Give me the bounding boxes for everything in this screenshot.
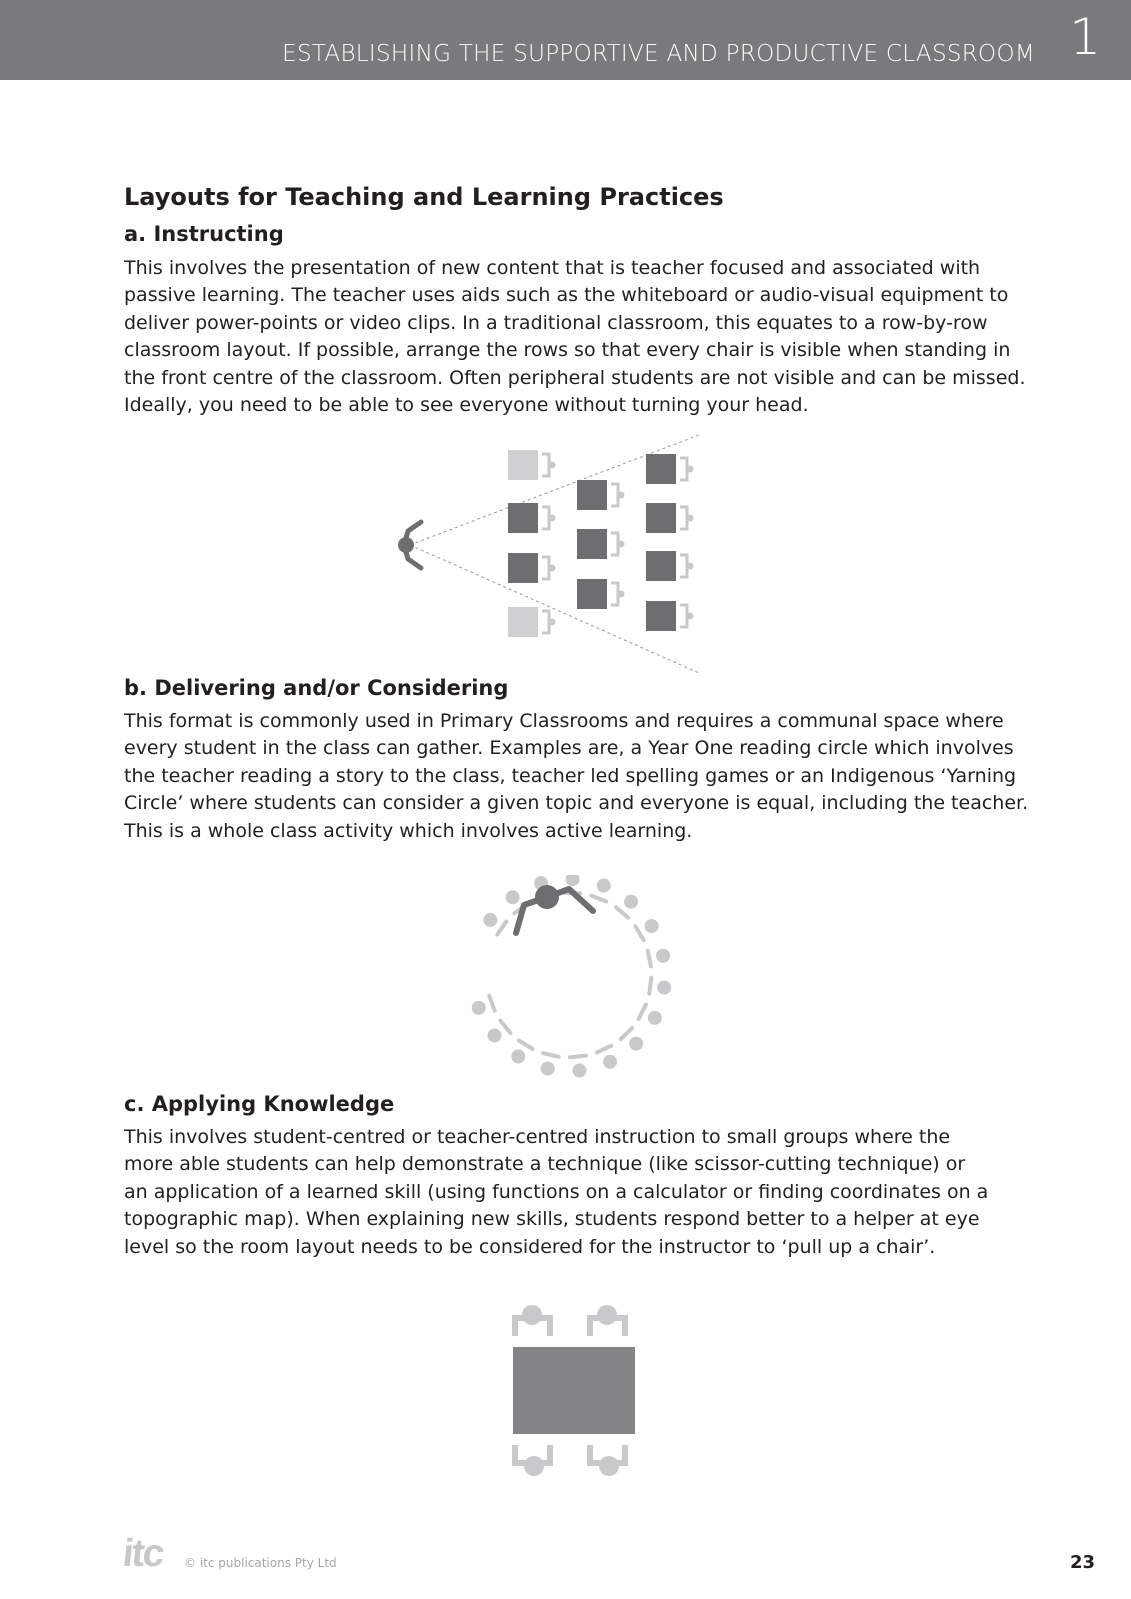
circle-student (472, 996, 495, 1015)
paragraph-applying (124, 1124, 1039, 1261)
chair (542, 507, 549, 529)
desk-top (577, 529, 607, 559)
group-table-diagram (512, 1304, 647, 1489)
desk (646, 503, 694, 533)
bottom-right-seat (590, 1445, 625, 1476)
circle-student (570, 1056, 586, 1078)
bottom-left-seat (515, 1445, 550, 1476)
desk-top (508, 553, 538, 583)
circle-student (635, 919, 658, 940)
student-head (597, 879, 611, 893)
student-head (483, 913, 497, 927)
text-line: every student in the class can gather. Examples are, a Year One reading circle which involves (124, 737, 1014, 760)
text-line: an application of a learned skill (using functions on a calculator or finding coordinates on a (124, 1180, 989, 1203)
chair (648, 951, 651, 967)
student-head (599, 1456, 619, 1476)
student-head (572, 1063, 586, 1077)
chair (570, 1056, 586, 1058)
student-head (541, 1062, 555, 1076)
chair (611, 484, 618, 506)
circle-student (649, 978, 671, 995)
subheading-instructing: a. Instructing (124, 222, 284, 246)
student-head (511, 1050, 525, 1064)
desk (646, 601, 694, 631)
text-line: This involves student-centred or teacher-centred instruction to small groups where the (124, 1126, 951, 1148)
student-head (506, 890, 520, 904)
subheading-applying: c. Applying Knowledge (124, 1092, 395, 1116)
chair (680, 605, 687, 627)
desk (646, 454, 694, 484)
student-head (687, 466, 694, 473)
student-head (549, 462, 556, 469)
text-line: more able students can help demonstrate a technique (like scissor-cutting technique) or (124, 1153, 966, 1176)
group-table (513, 1347, 635, 1434)
text-line: classroom layout. If possible, arrange the rows so that every chair is visible when standing in (124, 339, 1011, 362)
circle-student (511, 1040, 532, 1063)
circle-student (621, 1028, 644, 1051)
text-line: This is a whole class activity which involves active learning. (124, 819, 693, 842)
desk-top (508, 503, 538, 533)
subheading-delivering: b. Delivering and/or Considering (124, 676, 509, 700)
student-head (549, 565, 556, 572)
row-layout-diagram (395, 433, 715, 678)
desk-out-of-view (508, 607, 556, 637)
text-line: level so the room layout needs to be considered for the instructor to ‘pull up a chair’. (124, 1235, 936, 1258)
page-number: 23 (1069, 1552, 1095, 1573)
chair (519, 1040, 533, 1048)
circle-student (648, 949, 670, 967)
teacher-figure (398, 522, 421, 568)
chair (489, 996, 494, 1011)
desk-top (646, 601, 676, 631)
text-line: This format is commonly used in Primary Classrooms and requires a communal space where (124, 710, 1004, 732)
circle-students (472, 875, 671, 1077)
desk-top (508, 450, 538, 480)
desk-top (646, 454, 676, 484)
chair (680, 458, 687, 480)
desk-top (577, 480, 607, 510)
student-head (624, 895, 638, 909)
circle-student (487, 1020, 510, 1042)
paragraph-instructing (124, 255, 1039, 419)
student-head (549, 619, 556, 626)
section-title: Layouts for Teaching and Learning Practices (124, 183, 724, 211)
student-head (487, 1028, 501, 1042)
chair (649, 978, 651, 994)
student-head (656, 949, 670, 963)
top-right-seat (590, 1305, 625, 1336)
student-head (629, 1037, 643, 1051)
student-head (472, 1001, 486, 1015)
text-line: This involves the presentation of new content that is teacher focused and associated with (124, 257, 981, 279)
chair (616, 907, 628, 917)
circle-student (597, 1046, 617, 1069)
publisher-logo: itc (120, 1532, 165, 1575)
student-head (566, 875, 580, 886)
student-head (618, 591, 625, 598)
chapter-header-band (0, 0, 1131, 80)
desk-top (508, 607, 538, 637)
chair (591, 896, 606, 902)
desk-top (646, 551, 676, 581)
student-head (522, 1305, 542, 1325)
desk (577, 529, 625, 559)
circle-student (483, 913, 506, 935)
chair (680, 507, 687, 529)
chair (597, 1046, 611, 1053)
text-line: deliver power-points or video clips. In a traditional classroom, this equates to a row-by-row (124, 311, 988, 334)
student-head (618, 541, 625, 548)
desk-rows (508, 450, 694, 637)
chair (542, 557, 549, 579)
chair (542, 454, 549, 476)
student-head (645, 919, 659, 933)
student-head (618, 492, 625, 499)
circle-layout-diagram (461, 875, 701, 1105)
chair (621, 1028, 632, 1039)
desk (577, 480, 625, 510)
copyright-notice: © itc publications Pty Ltd (184, 1556, 337, 1570)
desk-top (577, 579, 607, 609)
teacher-head (398, 537, 414, 553)
circle-student (616, 895, 638, 918)
student-head (603, 1055, 617, 1069)
desk (646, 551, 694, 581)
chair (611, 583, 618, 605)
teacher-head (535, 885, 559, 909)
student-head (648, 1011, 662, 1025)
circle-student (639, 1005, 662, 1025)
student-head (657, 981, 671, 995)
desk-top (646, 503, 676, 533)
text-line: Circle’ where students can consider a given topic and everyone is equal, including the teacher. (124, 792, 1029, 815)
desk (508, 553, 556, 583)
chair (497, 921, 506, 934)
chapter-number: 1 (1069, 8, 1101, 66)
desk-out-of-view (508, 450, 556, 480)
student-head (524, 1456, 544, 1476)
circle-student (591, 879, 611, 902)
circle-student (541, 1053, 559, 1075)
paragraph-delivering (124, 708, 1039, 845)
text-line: topographic map). When explaining new skills, students respond better to a helper at eye (124, 1208, 980, 1231)
student-head (687, 563, 694, 570)
chair (543, 1053, 559, 1057)
desk (577, 579, 625, 609)
student-head (549, 515, 556, 522)
text-line: the teacher reading a story to the class, teacher led spelling games or an Indigenous ‘Yarning (124, 764, 1017, 787)
student-head (687, 613, 694, 620)
chair (500, 1020, 510, 1032)
chair (639, 1005, 646, 1019)
chapter-title: ESTABLISHING THE SUPPORTIVE AND PRODUCTIVE CLASSROOM (282, 41, 1035, 67)
desk (508, 503, 556, 533)
top-left-seat (515, 1305, 550, 1336)
text-line: passive learning. The teacher uses aids such as the whiteboard or audio-visual equipment to (124, 284, 1009, 307)
text-line: Ideally, you need to be able to see everyone without turning your head. (124, 394, 809, 417)
student-head (687, 515, 694, 522)
chair (635, 926, 643, 940)
text-line: the front centre of the classroom. Often peripheral students are not visible and can be missed. (124, 366, 1026, 389)
student-head (597, 1305, 617, 1325)
chair (542, 611, 549, 633)
chair (680, 555, 687, 577)
chair (611, 533, 618, 555)
